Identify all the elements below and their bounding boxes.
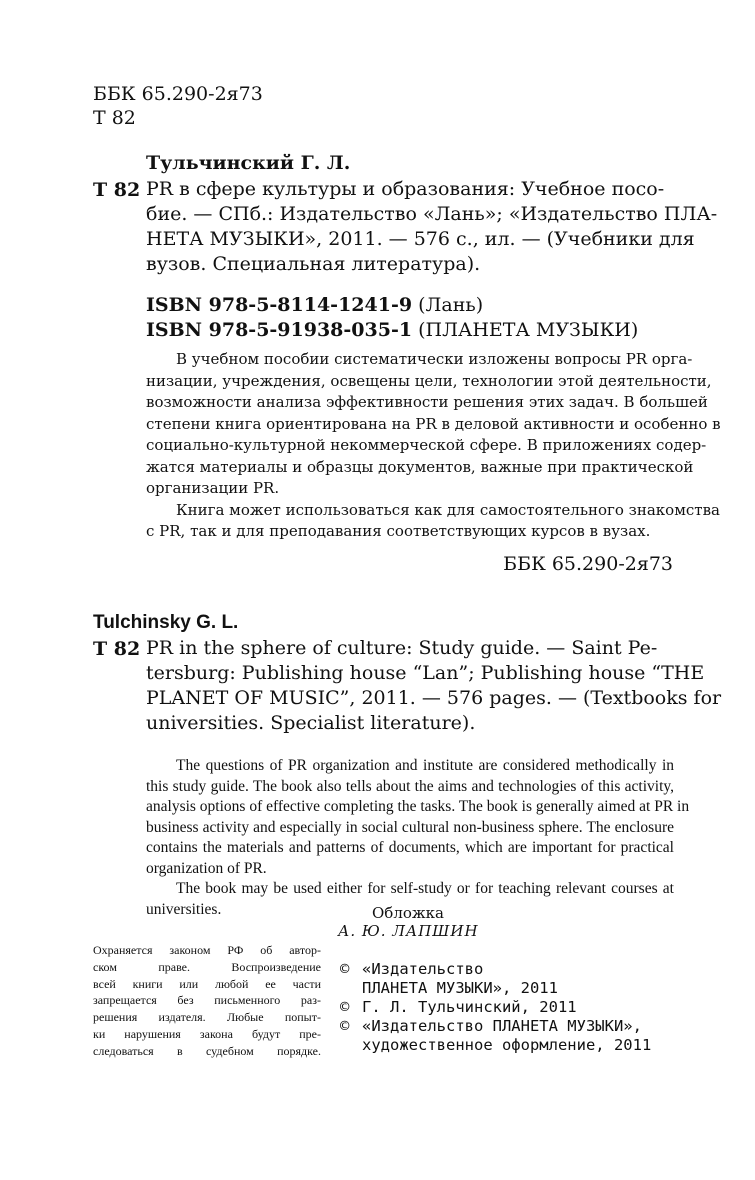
description-line: вузов. Специальная литература). <box>146 253 481 275</box>
description-line: PLANET OF MUSIC”, 2011. — 576 pages. — (Textbooks for <box>146 687 722 709</box>
copyright-line: © «Издательство ПЛАНЕТА МУЗЫКИ», <box>340 1017 642 1035</box>
author-mark-en: T 82 <box>93 638 141 660</box>
legal-line: Охраняется законом РФ об автор- <box>93 943 321 957</box>
description-en <box>146 636 722 736</box>
author-en: Tulchinsky G. L. <box>93 612 239 633</box>
abstract-line: universities. <box>146 900 222 918</box>
author-ru: Тульчинский Г. Л. <box>146 152 351 174</box>
abstract-line: analysis options of effective completing the tasks. The book is generally aimed at PR in <box>146 798 690 815</box>
bbk-header <box>93 82 263 130</box>
copyright-line: © «Издательство <box>340 960 484 978</box>
copyright-line: ПЛАНЕТА МУЗЫКИ», 2011 <box>362 979 558 997</box>
description-line: universities. Specialist literature). <box>146 712 476 734</box>
copyright-symbol: © <box>340 1017 350 1035</box>
isbn-publisher: (Лань) <box>418 294 484 316</box>
abstract-line: В учебном пособии систематически изложены вопросы PR орга- <box>176 350 693 368</box>
abstract-line: организации PR. <box>146 479 280 497</box>
abstract-line: степени книга ориентирована на PR в деловой активности и особенно в <box>146 414 721 433</box>
abstract-line: contains the materials and patterns of documents, which are important for practical <box>146 839 674 856</box>
cover-label: Обложка <box>372 904 445 922</box>
author-mark-top: Т 82 <box>93 107 136 129</box>
abstract-line: The questions of PR organization and institute are considered methodically in <box>176 757 674 774</box>
isbn-block <box>146 293 638 343</box>
abstract-line: this study guide. The book also tells about the aims and technologies of this activity, <box>146 777 674 795</box>
isbn-line <box>146 293 638 318</box>
legal-notice <box>93 942 321 1060</box>
legal-line: следоваться в судебном порядке. <box>93 1043 321 1058</box>
abstract-line: возможности анализа эффективности решения этих задач. В большей <box>146 393 708 411</box>
abstract-line: социально-культурной некоммерческой сфере. В приложениях содер- <box>146 436 707 454</box>
description-line: PR in the sphere of culture: Study guide. — Saint Pe- <box>146 637 658 659</box>
bbk-code-right: ББК 65.290-2я73 <box>503 553 673 575</box>
cover-artist: А. Ю. ЛАПШИН <box>338 922 479 940</box>
description-line: PR в сфере культуры и образования: Учебное посо- <box>146 178 665 200</box>
copyright-line: художественное оформление, 2011 <box>362 1036 652 1054</box>
abstract-line: The book may be used either for self-study or for teaching relevant courses at <box>176 880 674 897</box>
copyright-symbol: © <box>340 960 350 978</box>
description-ru <box>146 177 718 277</box>
isbn-publisher: (ПЛАНЕТА МУЗЫКИ) <box>418 319 639 341</box>
legal-line: всей книги или любой ее части <box>93 976 321 991</box>
abstract-line: жатся материалы и образцы документов, важные при практической <box>146 457 694 476</box>
author-mark-ru: Т 82 <box>93 179 141 201</box>
description-line: НЕТА МУЗЫКИ», 2011. — 576 с., ил. — (Учебники для <box>146 228 695 250</box>
isbn-number: ISBN 978-5-8114-1241-9 <box>146 294 413 316</box>
abstract-line: business activity and especially in social cultural non-business sphere. The enclosure <box>146 818 674 836</box>
abstract-en <box>146 756 690 920</box>
description-line: tersburg: Publishing house “Lan”; Publishing house “THE <box>146 662 705 684</box>
legal-line: ки нарушения закона будут пре- <box>93 1026 321 1041</box>
legal-line: ском праве. Воспроизведение <box>93 959 321 974</box>
copyright-block <box>340 960 651 1055</box>
legal-line: решения издателя. Любые попыт- <box>93 1010 321 1025</box>
legal-line: запрещается без письменного раз- <box>93 993 321 1008</box>
abstract-ru <box>146 349 721 543</box>
bbk-code-top: ББК 65.290-2я73 <box>93 83 263 105</box>
copyright-symbol: © <box>340 998 350 1016</box>
isbn-line <box>146 318 638 343</box>
abstract-line: с PR, так и для преподавания соответствующих курсов в вузах. <box>146 522 651 540</box>
isbn-number: ISBN 978-5-91938-035-1 <box>146 319 413 341</box>
copyright-line: © Г. Л. Тульчинский, 2011 <box>340 998 577 1016</box>
abstract-line: Книга может использоваться как для самостоятельного знакомства <box>176 500 720 519</box>
abstract-line: organization of PR. <box>146 859 267 877</box>
abstract-line: низации, учреждения, освещены цели, технологии этой деятельности, <box>146 371 712 390</box>
description-line: бие. — СПб.: Издательство «Лань»; «Издательство ПЛА- <box>146 203 718 225</box>
